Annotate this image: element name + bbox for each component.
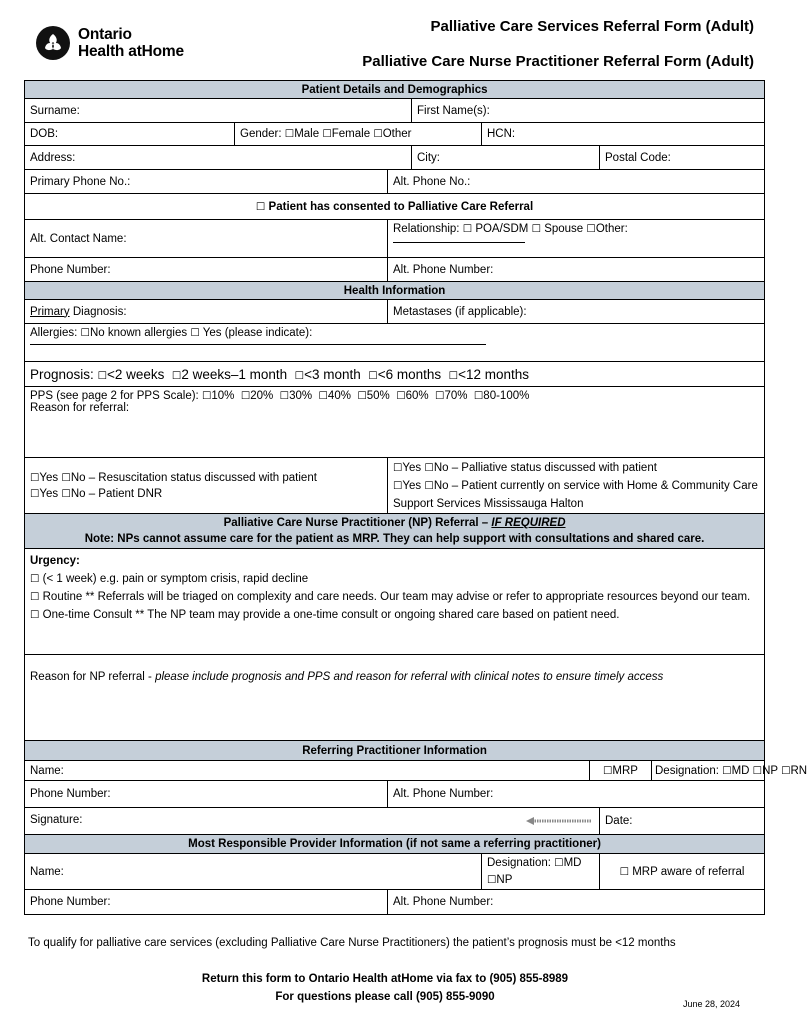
referring-md-label: MD: [731, 764, 750, 777]
pps-checkbox-2[interactable]: ☐: [240, 390, 251, 402]
np-section-title: Palliative Care Nurse Practitioner (NP) Referral –: [223, 517, 489, 529]
referring-mrp-label: MRP: [612, 764, 638, 777]
resus-no-checkbox[interactable]: ☐: [61, 471, 71, 484]
hcn-field[interactable]: HCN:: [482, 123, 765, 146]
consent-checkbox[interactable]: ☐: [255, 200, 266, 213]
pps-option-4: 40%: [327, 390, 351, 402]
pall-status-text: – Palliative status discussed with patient: [451, 461, 657, 474]
gender-other-checkbox[interactable]: ☐: [373, 128, 383, 140]
resus-row: [30, 472, 382, 484]
resus-no-label: No: [70, 471, 86, 484]
dnr-yes-checkbox[interactable]: ☐: [30, 487, 40, 500]
allergies-yes-checkbox[interactable]: ☐: [190, 327, 200, 339]
referring-section-header: [25, 741, 765, 761]
service-yes-checkbox[interactable]: ☐: [393, 479, 403, 492]
mrp-designation-label: Designation:: [487, 856, 551, 869]
mrp-np-checkbox[interactable]: ☐: [487, 873, 497, 886]
mrp-aware-label: MRP aware of referral: [632, 865, 745, 878]
pps-reason-cell: [25, 387, 765, 458]
np-section-header: [25, 514, 765, 549]
dnr-text: – Patient DNR: [88, 487, 163, 500]
referring-alt-phone-field[interactable]: Alt. Phone Number:: [388, 781, 765, 808]
mrp-designation-cell: [482, 854, 600, 890]
patient-section-title: Patient Details and Demographics: [25, 81, 765, 99]
np-reason-instructions: please include prognosis and PPS and reason for referral with clinical notes to ensure timely access: [155, 671, 664, 683]
allergies-none-checkbox[interactable]: ☐: [80, 327, 90, 339]
dnr-no-checkbox[interactable]: ☐: [61, 487, 71, 500]
questions-phone: For questions please call (905) 855-9090: [275, 991, 495, 1003]
prognosis-option-5: <12 months: [458, 366, 529, 382]
resus-text: – Resuscitation status discussed with patient: [88, 471, 317, 484]
alt-phone-field[interactable]: Alt. Phone No.:: [388, 170, 765, 194]
logo-line-2: Health atHome: [78, 43, 184, 60]
pall-status-row: [393, 459, 759, 477]
on-service-text: – Patient currently on service with Home & Community Care Support Services Mississauga Halton: [393, 479, 758, 510]
prognosis-checkbox-4[interactable]: ☐: [368, 369, 378, 382]
urgent-option: [30, 570, 759, 588]
contact-alt-phone-field[interactable]: Alt. Phone Number:: [388, 258, 765, 282]
dnr-yes-label: Yes: [39, 487, 59, 500]
urgent-text: (< 1 week) e.g. pain or symptom crisis, rapid decline: [42, 573, 309, 585]
rel-other-checkbox[interactable]: ☐: [586, 223, 596, 235]
np-if-required: IF REQUIRED: [491, 517, 566, 529]
routine-option: [30, 588, 759, 606]
relationship-other-line[interactable]: [393, 235, 525, 243]
pps-option-1: 10%: [211, 390, 235, 402]
allergies-field: [25, 324, 765, 362]
contact-phone-field[interactable]: Phone Number:: [25, 258, 388, 282]
pps-checkbox-7[interactable]: ☐: [435, 390, 445, 402]
pall-yes-label: Yes: [402, 461, 422, 474]
metastases-field[interactable]: Metastases (if applicable):: [388, 300, 765, 324]
urgent-checkbox[interactable]: ☐: [30, 573, 40, 585]
mrp-phone-field[interactable]: Phone Number:: [25, 890, 388, 915]
one-time-checkbox[interactable]: ☐: [30, 609, 40, 621]
pps-option-7: 70%: [444, 390, 468, 402]
pps-checkbox-1[interactable]: ☐: [201, 390, 212, 402]
prognosis-option-3: <3 month: [304, 366, 361, 382]
np-section-title-row: [30, 515, 759, 531]
referring-designation-cell: [652, 761, 807, 781]
referring-md-checkbox[interactable]: ☐: [722, 764, 732, 777]
form-title-2: Palliative Care Nurse Practitioner Referral Form (Adult): [362, 53, 754, 70]
consent-row: [25, 194, 765, 220]
allergies-yes-label: Yes (please indicate):: [202, 327, 313, 339]
np-note: Note: NPs cannot assume care for the patient as MRP. They can help support with consultations and shared care.: [84, 533, 705, 545]
pall-no-checkbox[interactable]: ☐: [424, 461, 434, 474]
pps-option-8: 80-100%: [483, 390, 530, 402]
prognosis-option-4: <6 months: [377, 366, 442, 382]
mrp-alt-phone-field[interactable]: Alt. Phone Number:: [388, 890, 765, 915]
primary-diagnosis-field[interactable]: [25, 300, 388, 324]
prognosis-option-1: <2 weeks: [106, 366, 165, 382]
dnr-row: [30, 488, 382, 500]
pps-label: PPS (see page 2 for PPS Scale):: [30, 390, 199, 402]
rel-other-label: Other:: [595, 223, 628, 235]
page-header: [0, 0, 770, 80]
allergies-line[interactable]: [30, 339, 486, 345]
routine-checkbox[interactable]: ☐: [30, 591, 40, 603]
pps-option-5: 50%: [366, 390, 390, 402]
prognosis-field: [25, 362, 765, 387]
mrp-md-label: MD: [563, 856, 582, 869]
prognosis-option-2: 2 weeks–1 month: [181, 366, 288, 382]
referring-designation-label: Designation:: [655, 764, 719, 777]
one-time-option: [30, 606, 759, 624]
referring-np-label: NP: [762, 764, 778, 777]
pps-checkbox-6[interactable]: ☐: [396, 390, 406, 402]
prognosis-label: Prognosis:: [30, 366, 94, 382]
referring-mrp-checkbox[interactable]: ☐: [603, 764, 613, 777]
trillium-logo-icon: [36, 26, 70, 60]
rel-spouse-checkbox[interactable]: ☐: [531, 223, 541, 235]
referring-phone-field[interactable]: Phone Number:: [25, 781, 388, 808]
urgency-cell: [25, 549, 765, 655]
prognosis-checkbox-2[interactable]: ☐: [171, 369, 182, 382]
gender-label: Gender:: [240, 128, 282, 140]
relationship-label: Relationship:: [393, 223, 460, 235]
resus-yes-label: Yes: [39, 471, 59, 484]
signature-field[interactable]: [25, 808, 600, 835]
referring-rn-checkbox[interactable]: ☐: [781, 764, 791, 777]
address-field[interactable]: Address:: [25, 146, 412, 170]
signature-label: Signature:: [30, 813, 83, 826]
resus-yes-checkbox[interactable]: ☐: [30, 471, 40, 484]
primary-phone-field[interactable]: Primary Phone No.:: [25, 170, 388, 194]
palliative-status-cell: [388, 458, 765, 514]
surname-field[interactable]: Surname:: [25, 99, 412, 123]
signature-date-field[interactable]: Date:: [600, 808, 765, 835]
relationship-field: [388, 220, 765, 258]
first-names-field[interactable]: First Name(s):: [412, 99, 765, 123]
primary-label: Primary: [30, 305, 70, 318]
gender-male-label: Male: [294, 128, 320, 140]
eligibility-note: To qualify for palliative care services (excluding Palliative Care Nurse Practitioners) the patient’s prognosis must be <12 months: [28, 937, 676, 949]
rel-poa-label: POA/SDM: [475, 223, 529, 235]
pps-checkbox-4[interactable]: ☐: [318, 390, 328, 402]
routine-text: Routine ** Referrals will be triaged on complexity and care needs. Our team may advise or refer to appropriate resources beyond our team.: [42, 591, 751, 603]
referring-section-title: Referring Practitioner Information: [25, 741, 765, 761]
logo-wordmark: [78, 26, 184, 60]
prognosis-checkbox-5[interactable]: ☐: [448, 369, 459, 382]
mrp-np-label: NP: [496, 873, 513, 886]
gender-female-label: Female: [331, 128, 371, 140]
rel-spouse-label: Spouse: [544, 223, 584, 235]
diagnosis-label: Diagnosis:: [72, 305, 127, 318]
form-title-1: Palliative Care Services Referral Form (Adult): [430, 18, 754, 35]
pps-option-3: 30%: [289, 390, 313, 402]
referring-name-field[interactable]: Name:: [25, 761, 590, 781]
pps-checkbox-5[interactable]: ☐: [357, 390, 367, 402]
pps-checkbox-3[interactable]: ☐: [279, 390, 290, 402]
service-no-label: No: [433, 479, 449, 492]
rel-poa-checkbox[interactable]: ☐: [462, 223, 473, 235]
resus-status-cell: [25, 458, 388, 514]
gender-other-label: Other: [382, 128, 412, 140]
dob-field[interactable]: DOB:: [25, 123, 235, 146]
mrp-name-field[interactable]: Name:: [25, 854, 482, 890]
consent-label: Patient has consented to Palliative Care Referral: [268, 200, 534, 213]
alt-contact-field[interactable]: Alt. Contact Name:: [25, 220, 388, 258]
referring-mrp-cell: [590, 761, 652, 781]
postal-code-field[interactable]: Postal Code:: [600, 146, 765, 170]
dnr-no-label: No: [70, 487, 86, 500]
urgency-label: Urgency:: [30, 555, 80, 567]
pps-option-2: 20%: [250, 390, 274, 402]
referral-form-table: [24, 80, 807, 915]
ontario-health-logo: [36, 26, 184, 60]
health-section-title: Health Information: [25, 282, 765, 300]
mrp-md-checkbox[interactable]: ☐: [554, 856, 564, 869]
signature-arrow-icon: [526, 816, 594, 829]
allergies-label: Allergies:: [30, 327, 78, 339]
logo-line-1: Ontario: [78, 26, 132, 43]
patient-section-header: [25, 81, 765, 99]
health-section-header: [25, 282, 765, 300]
allergies-none-label: No known allergies: [89, 327, 188, 339]
gender-male-checkbox[interactable]: ☐: [284, 128, 295, 140]
city-field[interactable]: City:: [412, 146, 600, 170]
service-no-checkbox[interactable]: ☐: [424, 479, 434, 492]
pps-option-6: 60%: [405, 390, 429, 402]
prognosis-checkbox-3[interactable]: ☐: [294, 369, 305, 382]
referring-np-checkbox[interactable]: ☐: [752, 764, 763, 777]
on-service-row: [393, 477, 759, 513]
pps-field: [30, 390, 759, 402]
np-reason-prefix: Reason for NP referral -: [30, 671, 152, 683]
pall-yes-checkbox[interactable]: ☐: [393, 461, 403, 474]
gender-female-checkbox[interactable]: ☐: [322, 128, 332, 140]
mrp-aware-cell: [600, 854, 765, 890]
mrp-section-title: Most Responsible Provider Information (if not same a referring practitioner): [25, 835, 765, 854]
return-instructions: Return this form to Ontario Health atHome via fax to (905) 855-8989: [201, 973, 569, 985]
one-time-text: One-time Consult ** The NP team may provide a one-time consult or ongoing shared care based on patient need.: [42, 609, 620, 621]
gender-field: [235, 123, 482, 146]
prognosis-checkbox-1[interactable]: ☐: [97, 369, 107, 382]
np-reason-field[interactable]: [25, 655, 765, 741]
revision-date: June 28, 2024: [682, 999, 740, 1009]
mrp-section-header: [25, 835, 765, 854]
mrp-aware-checkbox[interactable]: ☐: [619, 865, 630, 878]
pall-no-label: No: [433, 461, 449, 474]
service-yes-label: Yes: [402, 479, 422, 492]
pps-checkbox-8[interactable]: ☐: [473, 390, 484, 402]
referring-rn-label: RN: [790, 764, 807, 777]
reason-for-referral-field[interactable]: Reason for referral:: [30, 402, 130, 414]
